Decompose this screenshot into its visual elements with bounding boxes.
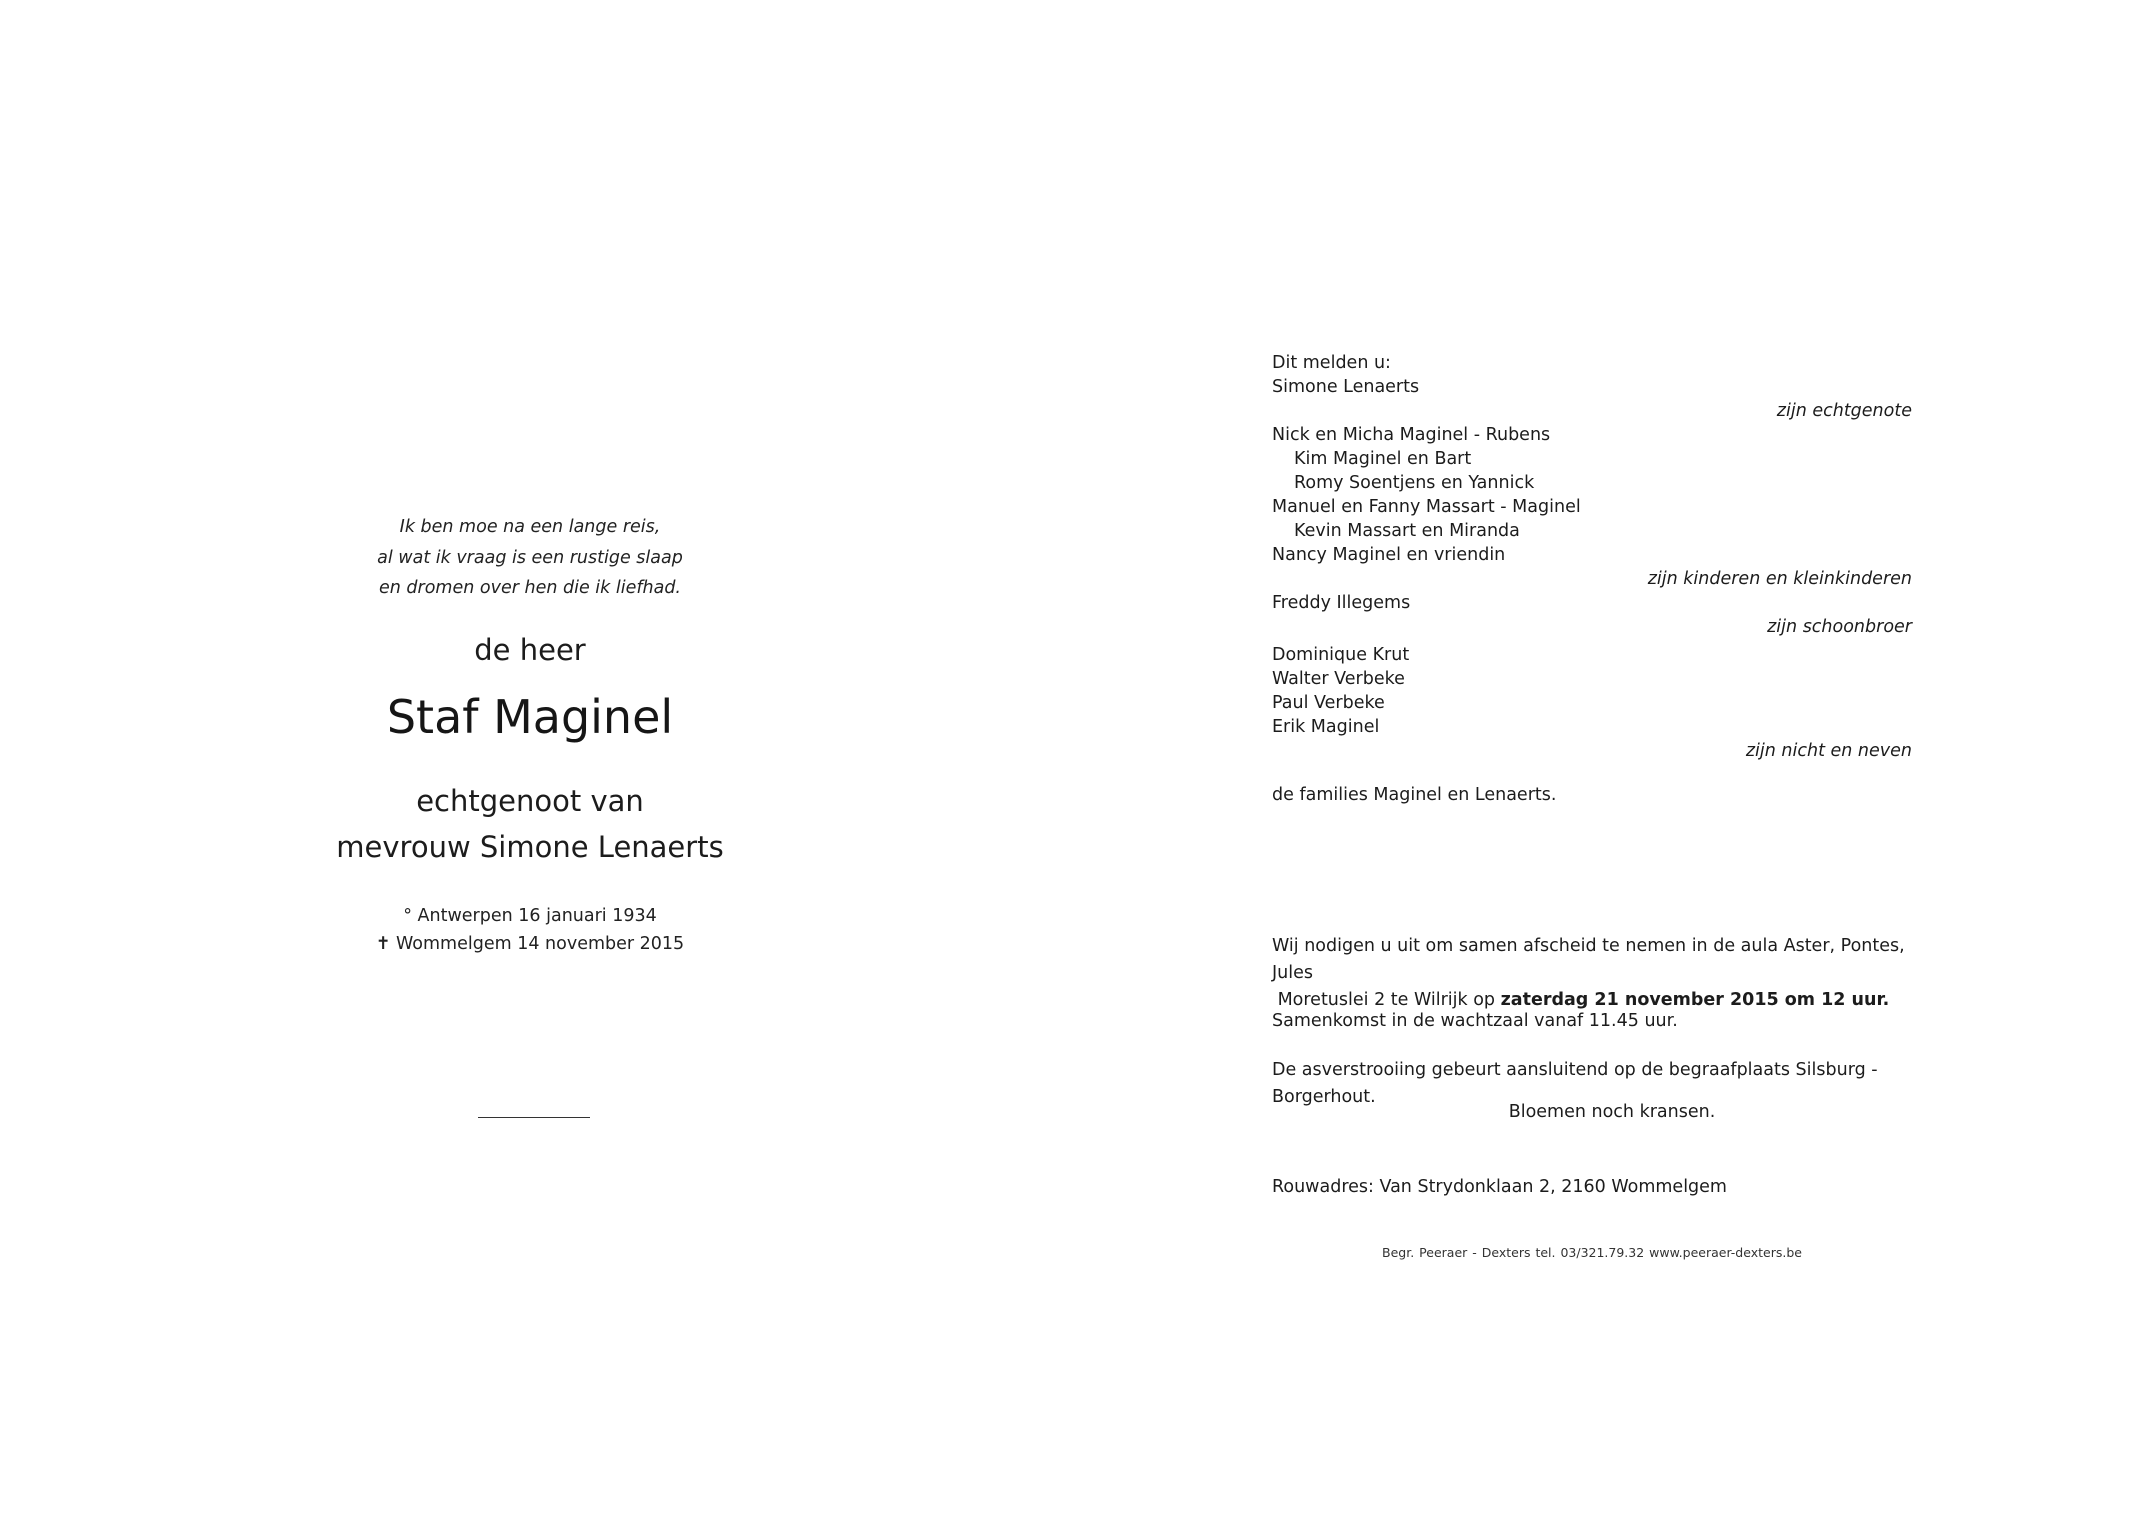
family-member: Freddy Illegems bbox=[1272, 593, 1411, 613]
invitation-line: Wij nodigen u uit om samen afscheid te nemen in de aula Aster, Pontes, Jules bbox=[1272, 936, 1905, 983]
right-panel bbox=[1272, 0, 1912, 1520]
dates-block bbox=[300, 902, 760, 958]
flowers-note: Bloemen noch kransen. bbox=[1508, 1102, 1716, 1122]
family-member: Kim Maginel en Bart bbox=[1294, 449, 1472, 469]
relation-label: zijn echtgenote bbox=[1776, 401, 1912, 421]
family-member: Romy Soentjens en Yannick bbox=[1294, 473, 1535, 493]
family-list bbox=[1272, 351, 1912, 807]
family-member: Walter Verbeke bbox=[1272, 669, 1405, 689]
divider bbox=[478, 1117, 590, 1118]
poem-line: al wat ik vraag is een rustige slaap bbox=[377, 547, 683, 568]
family-member: Nancy Maginel en vriendin bbox=[1272, 545, 1506, 565]
family-member: Dominique Krut bbox=[1272, 645, 1410, 665]
invitation bbox=[1272, 933, 1912, 1014]
mourning-address: Rouwadres: Van Strydonklaan 2, 2160 Wommelgem bbox=[1272, 1177, 1727, 1197]
family-member: Simone Lenaerts bbox=[1272, 377, 1420, 397]
invitation-text: Moretuslei 2 te Wilrijk op bbox=[1272, 990, 1501, 1010]
poem-line: en dromen over hen die ik liefhad. bbox=[379, 578, 681, 598]
death-line: ✝ Wommelgem 14 november 2015 bbox=[375, 934, 685, 954]
intro-line: Dit melden u: bbox=[1272, 353, 1391, 373]
family-member: Paul Verbeke bbox=[1272, 693, 1385, 713]
relation-label: zijn nicht en neven bbox=[1745, 741, 1912, 761]
family-member: Kevin Massart en Miranda bbox=[1294, 521, 1520, 541]
relation-label: zijn schoonbroer bbox=[1767, 617, 1912, 637]
gathering-note: Samenkomst in de wachtzaal vanaf 11.45 uur. bbox=[1272, 1011, 1678, 1031]
family-member: Erik Maginel bbox=[1272, 717, 1380, 737]
birth-line: ° Antwerpen 16 januari 1934 bbox=[403, 906, 657, 926]
spouse-line: echtgenoot van bbox=[416, 784, 644, 818]
family-member: Manuel en Fanny Massart - Maginel bbox=[1272, 497, 1581, 517]
undertaker-footer: Begr. Peeraer - Dexters tel. 03/321.79.32 www.peeraer-dexters.be bbox=[1382, 1245, 1802, 1260]
left-panel bbox=[0, 0, 1060, 1520]
families-line: de families Maginel en Lenaerts. bbox=[1272, 785, 1557, 805]
honorific: de heer bbox=[474, 633, 586, 667]
relation-label: zijn kinderen en kleinkinderen bbox=[1647, 569, 1912, 589]
deceased-name: Staf Maginel bbox=[386, 690, 674, 744]
family-member: Nick en Micha Maginel - Rubens bbox=[1272, 425, 1551, 445]
ceremony-datetime: zaterdag 21 november 2015 om 12 uur. bbox=[1500, 990, 1890, 1010]
spouse-line: mevrouw Simone Lenaerts bbox=[336, 830, 724, 864]
poem-line: Ik ben moe na een lange reis, bbox=[399, 517, 661, 537]
spouse-block bbox=[260, 778, 800, 870]
scattering-note: De asverstrooiing gebeurt aansluitend op de begraafplaats Silsburg - Borgerhout. bbox=[1272, 1060, 1878, 1107]
poem bbox=[300, 512, 760, 604]
